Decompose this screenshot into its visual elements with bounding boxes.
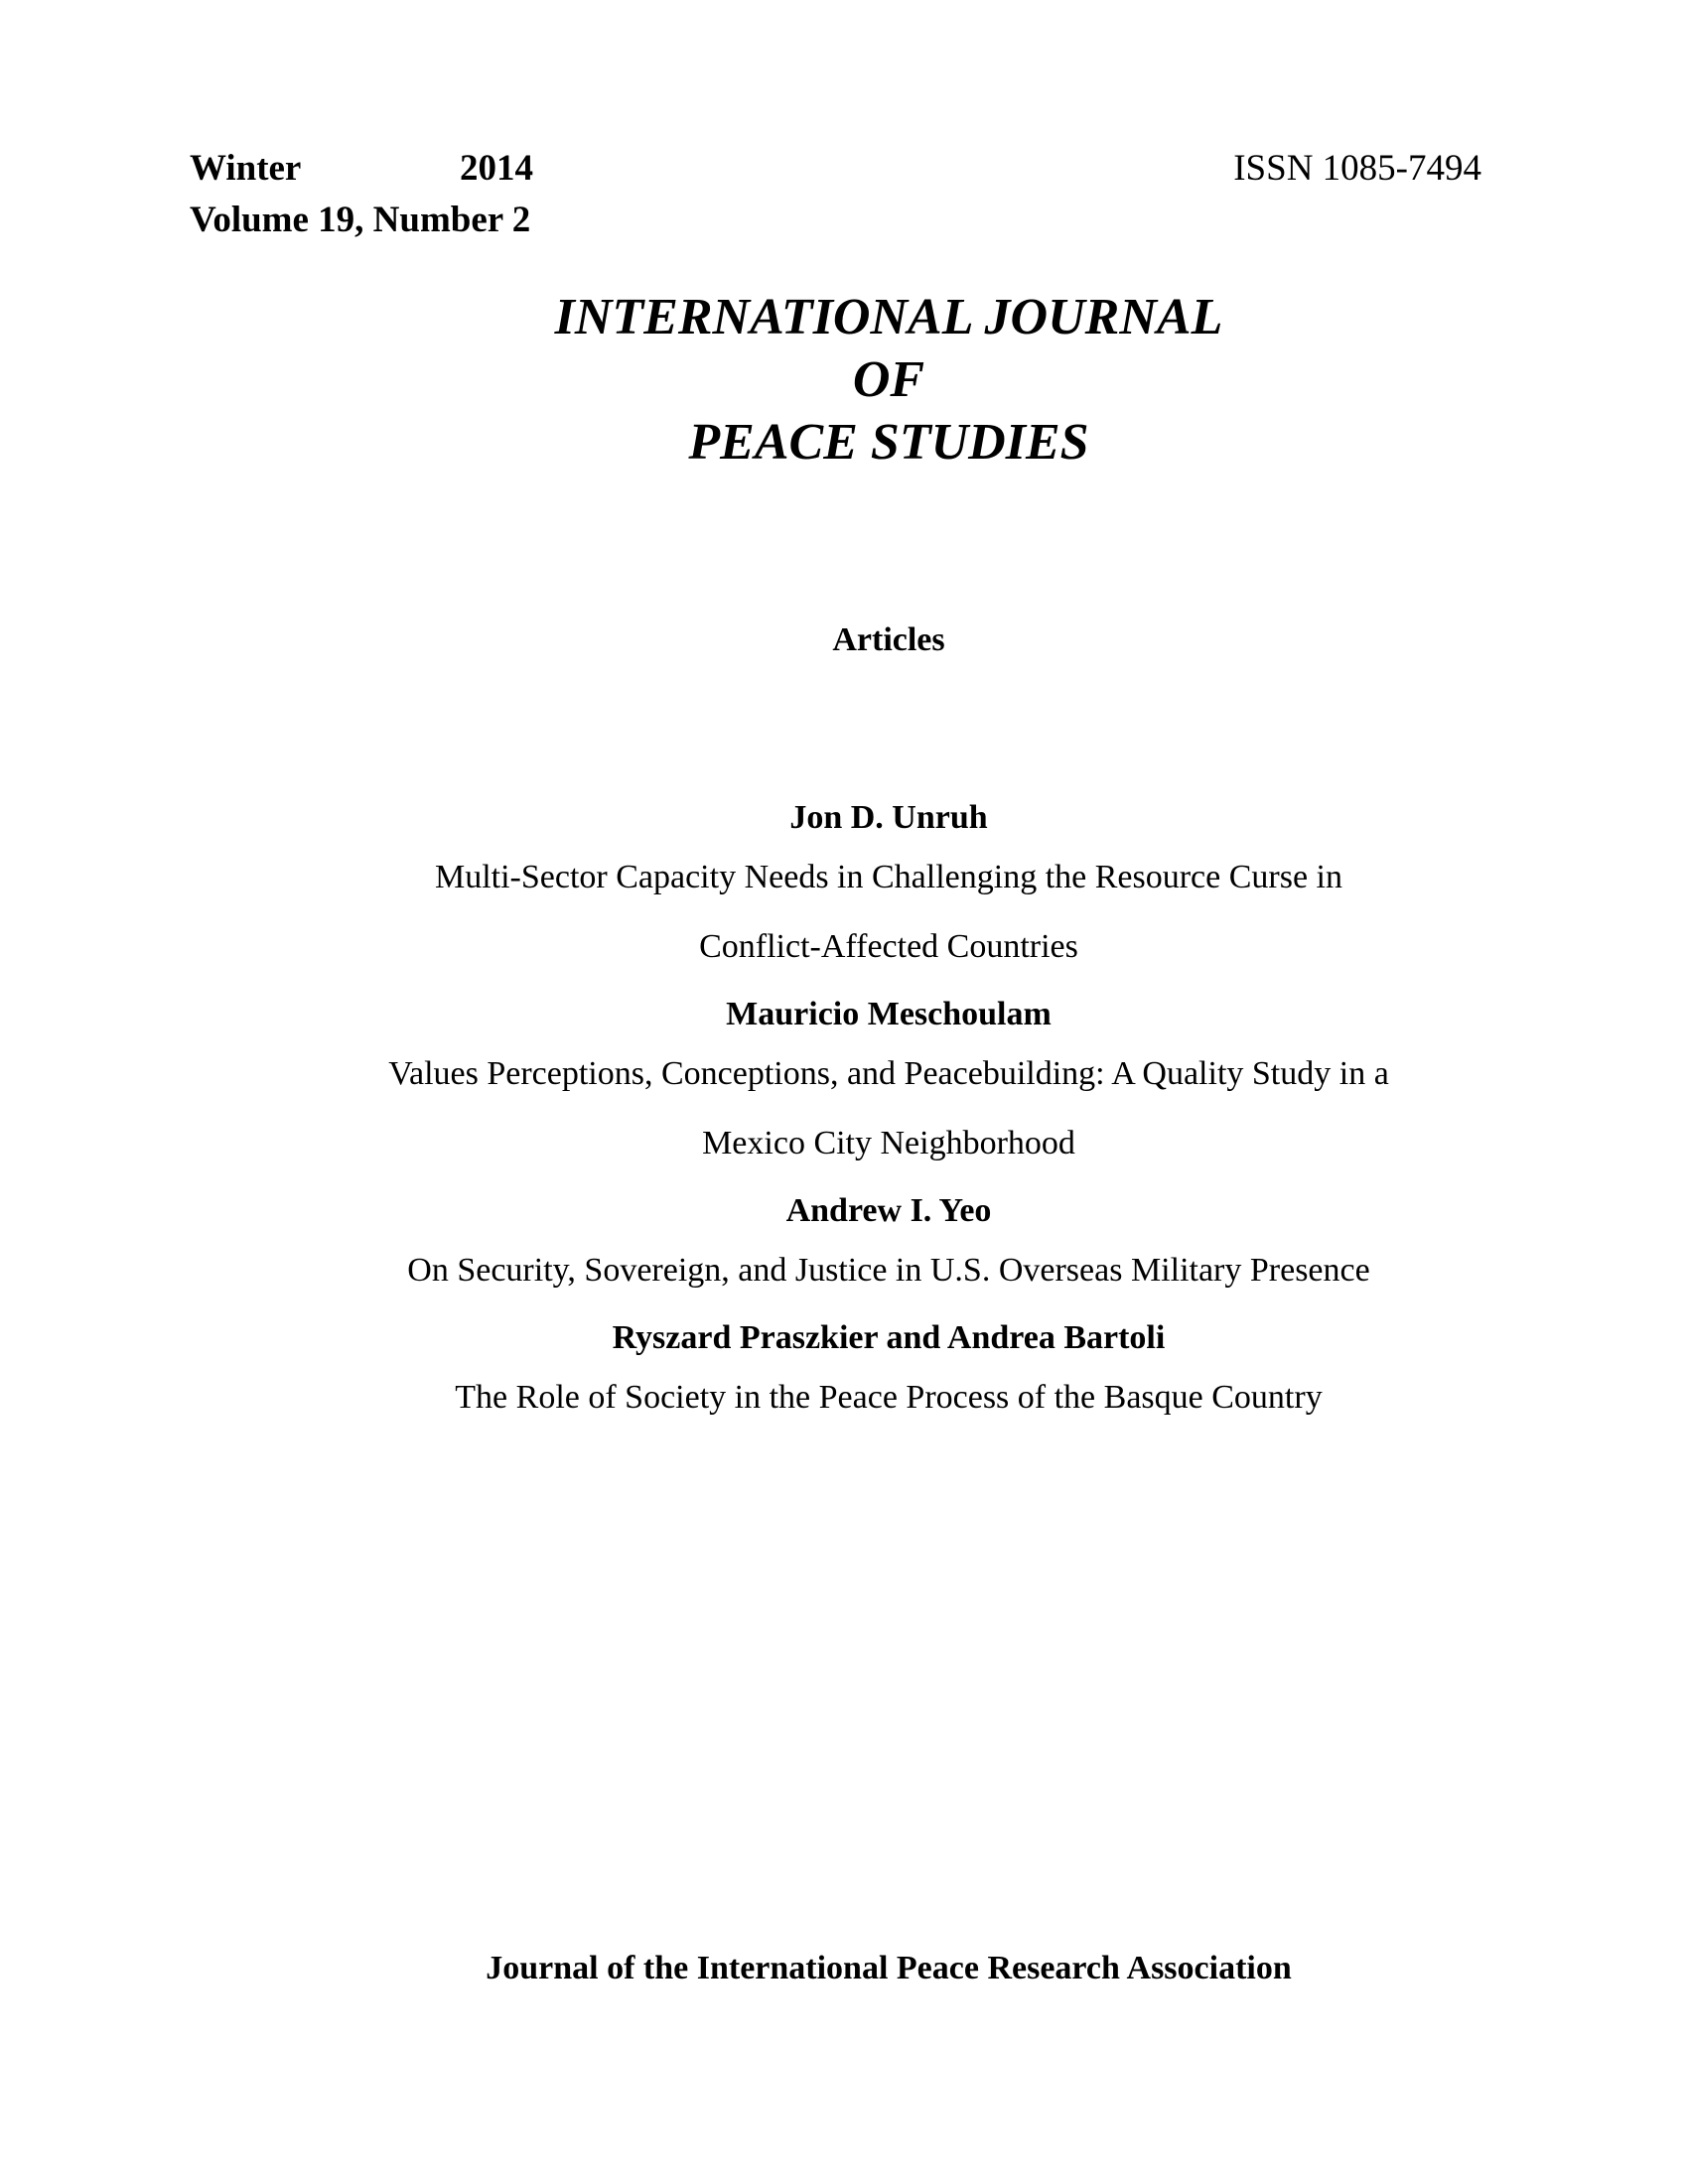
issue-volume: Volume 19, Number 2 — [190, 200, 531, 240]
article-author: Andrew I. Yeo — [785, 1192, 992, 1229]
article-author: Jon D. Unruh — [789, 799, 988, 836]
article-title — [0, 843, 1688, 982]
journal-title-line: INTERNATIONAL JOURNAL — [554, 289, 1223, 345]
article-title-line: The Role of Society in the Peace Process of the Basque Country — [455, 1379, 1323, 1416]
publisher-footer: Journal of the International Peace Research Association — [486, 1950, 1292, 1986]
article-author: Ryszard Praszkier and Andrea Bartoli — [612, 1319, 1166, 1356]
issue-season: Winter — [190, 148, 302, 189]
issn-number: ISSN 1085-7494 — [1233, 148, 1481, 189]
article-title-line: On Security, Sovereign, and Justice in U.S. Overseas Military Presence — [407, 1252, 1370, 1289]
article-item — [0, 1315, 1688, 1433]
article-list — [0, 795, 1688, 1442]
article-title-line: Values Perceptions, Conceptions, and Peacebuilding: A Quality Study in a — [388, 1055, 1389, 1092]
article-title — [0, 1236, 1688, 1305]
article-title-line: Multi-Sector Capacity Needs in Challenging the Resource Curse in — [434, 859, 1342, 895]
section-heading: Articles — [832, 621, 945, 658]
article-title — [0, 1039, 1688, 1178]
article-item — [0, 795, 1688, 982]
article-title-line: Conflict-Affected Countries — [699, 928, 1078, 965]
season-year-row — [190, 143, 533, 195]
journal-title-line: OF — [852, 351, 925, 408]
article-item — [0, 992, 1688, 1178]
issue-info — [190, 143, 533, 246]
article-title-line: Mexico City Neighborhood — [702, 1125, 1075, 1161]
journal-title — [0, 286, 1688, 474]
article-author: Mauricio Meschoulam — [726, 996, 1052, 1032]
journal-title-line: PEACE STUDIES — [688, 414, 1089, 471]
issue-year: 2014 — [460, 148, 533, 189]
article-title — [0, 1363, 1688, 1433]
article-item — [0, 1188, 1688, 1305]
